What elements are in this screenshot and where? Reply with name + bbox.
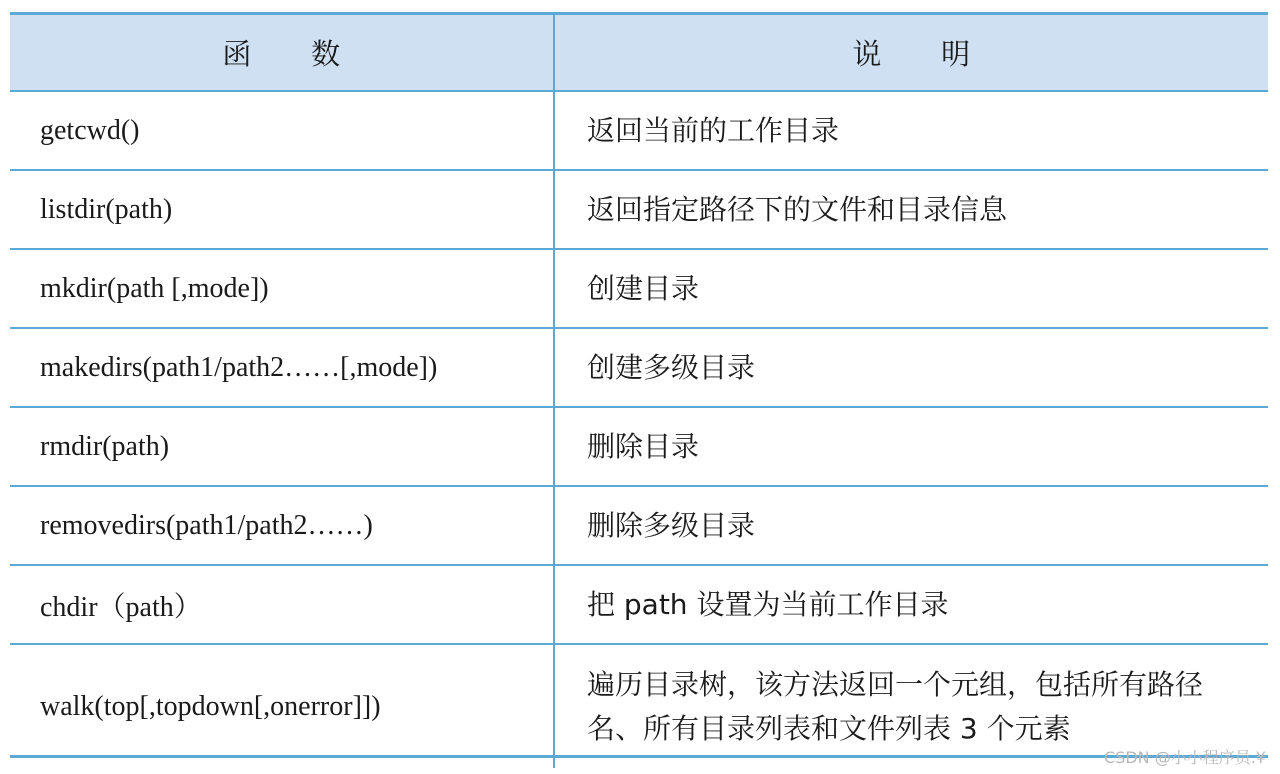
header-description-label: 说 明: [852, 37, 971, 71]
table-row: [10, 644, 1268, 768]
description-cell: 删除目录: [554, 407, 1268, 486]
description-cell: 删除多级目录: [554, 486, 1268, 565]
function-cell: getcwd(): [10, 91, 554, 170]
function-cell: walk(top[,topdown[,onerror]]): [40, 690, 381, 722]
function-cell: removedirs(path1/path2……): [10, 486, 554, 565]
function-cell: mkdir(path [,mode]): [10, 249, 554, 328]
table-row: [10, 328, 1268, 407]
table-row: [10, 407, 1268, 486]
description-cell: 返回指定路径下的文件和目录信息: [554, 170, 1268, 249]
description-cell: 创建多级目录: [554, 328, 1268, 407]
description-cell: 遍历目录树，该方法返回一个元组，包括所有路径名、所有目录列表和文件列表 3 个元素: [554, 644, 1268, 768]
function-cell: rmdir(path): [10, 407, 554, 486]
description-cell: 创建目录: [554, 249, 1268, 328]
description-cell: 把 path 设置为当前工作目录: [554, 565, 1268, 644]
table-row: [10, 565, 1268, 644]
functions-table: [10, 15, 1268, 768]
header-function: [10, 15, 554, 91]
table-row: [10, 170, 1268, 249]
description-cell: 返回当前的工作目录: [554, 91, 1268, 170]
header-function-label: 函 数: [222, 37, 341, 71]
function-cell: makedirs(path1/path2……[,mode]): [10, 328, 554, 407]
table-row: [10, 486, 1268, 565]
watermark-text: CSDN @小小程序员.¥: [1104, 748, 1266, 767]
table-header-row: [10, 15, 1268, 91]
os-functions-table: [10, 12, 1268, 758]
function-cell: listdir(path): [10, 170, 554, 249]
function-cell: chdir（path）: [10, 565, 554, 644]
table-row: [10, 249, 1268, 328]
table-row: [10, 91, 1268, 170]
header-description: [554, 15, 1268, 91]
